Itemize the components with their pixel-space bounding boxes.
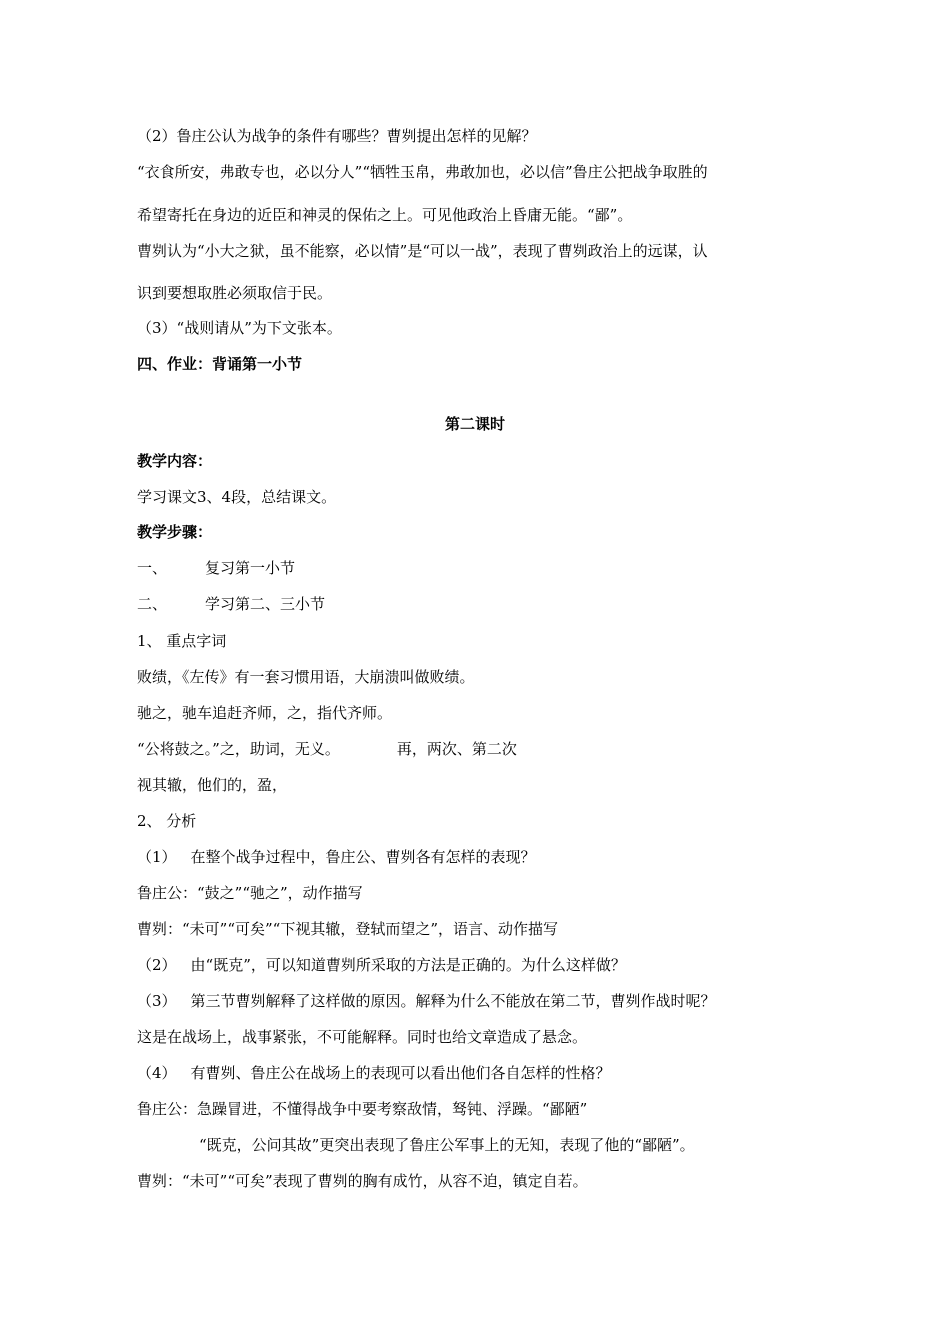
step-number: 一、: [137, 559, 168, 577]
paragraph-line: 鲁庄公：“鼓之”“驰之”，动作描写: [137, 884, 363, 902]
step-text: 学习第二、三小节: [205, 595, 326, 613]
question-2-line: （2）鲁庄公认为战争的条件有哪些？曹刿提出怎样的见解？: [137, 127, 537, 145]
question-line: [137, 955, 626, 975]
question-line: [137, 991, 716, 1011]
question-3-line: （3）“战则请从”为下文张本。: [137, 319, 342, 337]
subheading-analysis: 2、 分析: [137, 812, 197, 830]
paragraph-line: 这是在战场上，战事紧张，不可能解释。同时也给文章造成了悬念。: [137, 1028, 588, 1046]
note-text: “公将鼓之。”之，助词，无义。: [137, 740, 340, 758]
paragraph-line: 曹刿认为“小大之狱，虽不能察，必以情”是“可以一战”，表现了曹刿政治上的远谋，认: [137, 242, 708, 260]
paragraph-line: 曹刿：“未可”“可矣”“下视其辙，登轼而望之”，语言、动作描写: [137, 920, 559, 938]
paragraph-line: 曹刿：“未可”“可矣”表现了曹刿的胸有成竹，从容不迫，镇定自若。: [137, 1172, 588, 1190]
step-text: 复习第一小节: [205, 559, 296, 577]
question-number: （1）: [137, 848, 177, 866]
note-text: 再，两次、第二次: [396, 740, 517, 758]
paragraph-line: 希望寄托在身边的近臣和神灵的保佑之上。可见他政治上昏庸无能。“鄙”。: [137, 206, 633, 224]
paragraph-line: 败绩，《左传》有一套习惯用语，大崩溃叫做败绩。: [137, 668, 475, 686]
teaching-content-text: 学习课文3、4段，总结课文。: [137, 488, 337, 506]
subheading-keywords: 1、 重点字词: [137, 632, 227, 650]
question-line: [137, 1063, 611, 1083]
question-number: （2）: [137, 956, 177, 974]
paragraph-line: [137, 739, 517, 759]
lesson-title: 第二课时: [444, 415, 505, 433]
step-1-line: [137, 558, 295, 578]
homework-heading: 四、作业：背诵第一小节: [137, 355, 303, 373]
question-number: （3）: [137, 992, 177, 1010]
teaching-steps-heading: 教学步骤：: [137, 523, 213, 541]
paragraph-line: 鲁庄公：急躁冒进，不懂得战争中要考察敌情，驽钝、浮躁。“鄙陋”: [137, 1100, 588, 1118]
question-text: 第三节曹刿解释了这样做的原因。解释为什么不能放在第二节，曹刿作战时呢？: [190, 992, 716, 1010]
question-text: 在整个战争过程中，鲁庄公、曹刿各有怎样的表现？: [190, 848, 536, 866]
paragraph-line: “衣食所安，弗敢专也，必以分人”“牺牲玉帛，弗敢加也，必以信”鲁庄公把战争取胜的: [137, 163, 708, 181]
question-text: 由“既克”，可以知道曹刿所采取的方法是正确的。为什么这样做？: [190, 956, 626, 974]
paragraph-line: 识到要想取胜必须取信于民。: [137, 284, 333, 302]
question-text: 有曹刿、鲁庄公在战场上的表现可以看出他们各自怎样的性格？: [190, 1064, 611, 1082]
paragraph-line: “既克，公问其故”更突出表现了鲁庄公军事上的无知，表现了他的“鄙陋”。: [199, 1136, 695, 1154]
paragraph-line: 视其辙，他们的，盈，: [137, 776, 288, 794]
question-line: [137, 847, 536, 867]
question-number: （4）: [137, 1064, 177, 1082]
paragraph-line: 驰之，驰车追赶齐师，之，指代齐师。: [137, 704, 393, 722]
step-number: 二、: [137, 595, 168, 613]
step-2-line: [137, 594, 325, 614]
teaching-content-heading: 教学内容：: [137, 452, 213, 470]
